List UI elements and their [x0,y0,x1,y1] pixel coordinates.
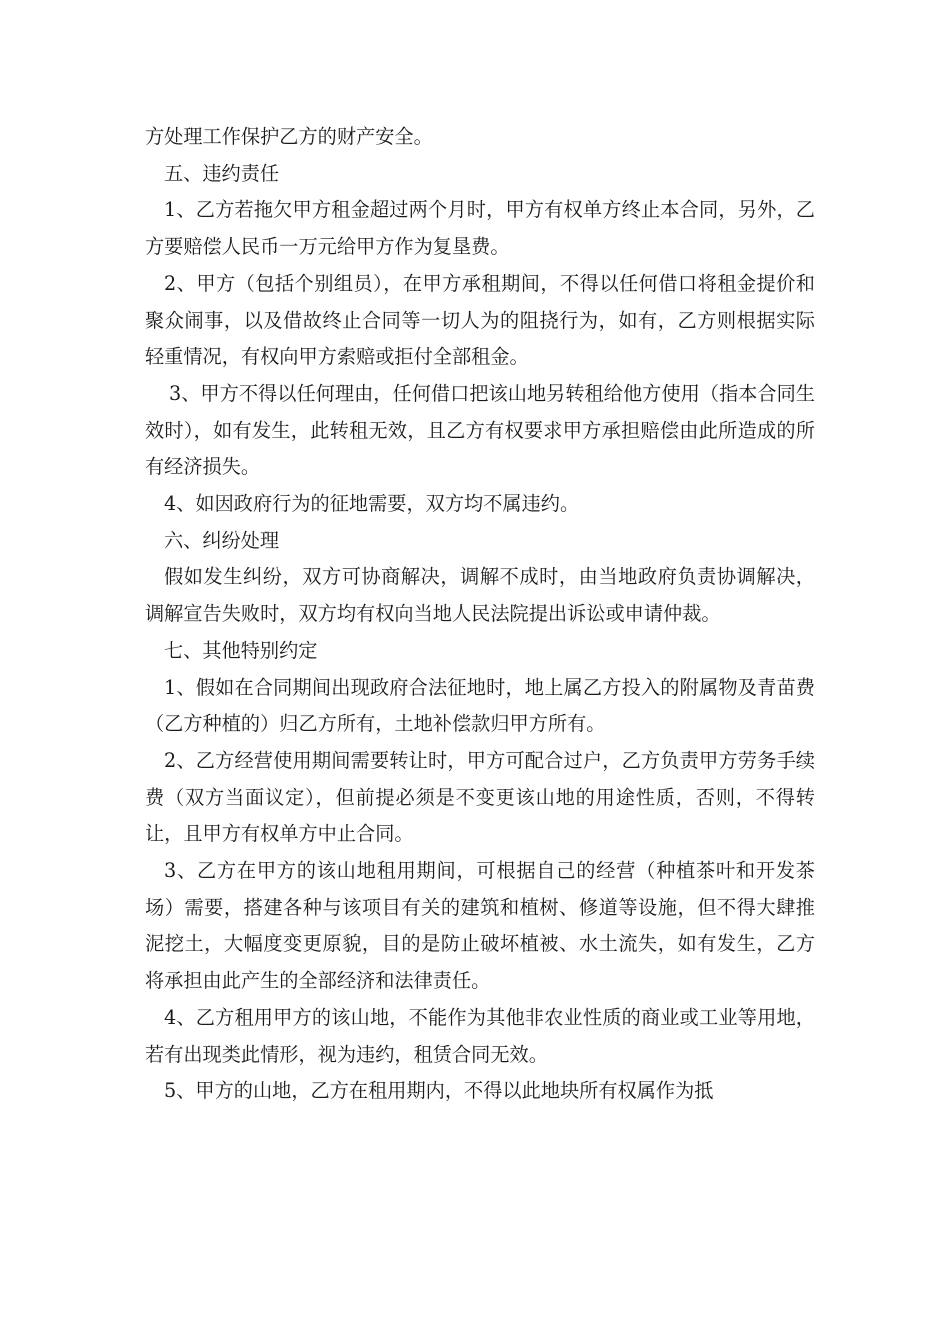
clause-7-1: 1、假如在合同期间出现政府合法征地时，地上属乙方投入的附属物及青苗费（乙方种植的）归乙方所有，土地补偿款归甲方所有。 [145,675,815,736]
clause-5-2: 2、甲方（包括个别组员），在甲方承租期间，不得以任何借口将租金提价和聚众闹事，以及借故终止合同等一切人为的阻挠行为，如有，乙方则根据实际轻重情况，有权向甲方索赔或拒付全部租金。 [145,271,815,369]
document-body [145,119,815,1110]
section-heading-special: 七、其他特别约定 [164,638,318,662]
clause-7-4: 4、乙方租用甲方的该山地，不能作为其他非农业性质的商业或工业等用地，若有出现类此情形，视为违约，租赁合同无效。 [145,1005,815,1066]
clause-7-3: 3、乙方在甲方的该山地租用期间，可根据自己的经营（种植茶叶和开发茶场）需要，搭建各种与该项目有关的建筑和植树、修道等设施，但不得大肆推泥挖土，大幅度变更原貌，目的是防止破坏植被、水土流失，如有发生，乙方将承担由此产生的全部经济和法律责任。 [145,859,815,993]
clause-5-3: 3、甲方不得以任何理由，任何借口把该山地另转租给他方使用（指本合同生效时），如有发生，此转租无效，且乙方有权要求甲方承担赔偿由此所造成的所有经济损失。 [145,381,815,479]
section-heading-breach: 五、违约责任 [164,161,280,185]
clause-6: 假如发生纠纷，双方可协商解决，调解不成时，由当地政府负责协调解决，调解宣告失败时，双方均有权向当地人民法院提出诉讼或申请仲裁。 [145,565,815,626]
clause-7-2: 2、乙方经营使用期间需要转让时，甲方可配合过户，乙方负责甲方劳务手续费（双方当面议定），但前提必须是不变更该山地的用途性质，否则，不得转让，且甲方有权单方中止合同。 [145,748,815,846]
clause-7-5: 5、甲方的山地，乙方在租用期内，不得以此地块所有权属作为抵 [164,1079,714,1103]
paragraph-continuation: 方处理工作保护乙方的财产安全。 [145,125,433,148]
clause-5-1: 1、乙方若拖欠甲方租金超过两个月时，甲方有权单方终止本合同，另外，乙方要赔偿人民币一万元给甲方作为复垦费。 [145,198,815,259]
clause-5-4: 4、如因政府行为的征地需要，双方均不属违约。 [164,492,580,516]
section-heading-dispute: 六、纠纷处理 [164,528,280,552]
